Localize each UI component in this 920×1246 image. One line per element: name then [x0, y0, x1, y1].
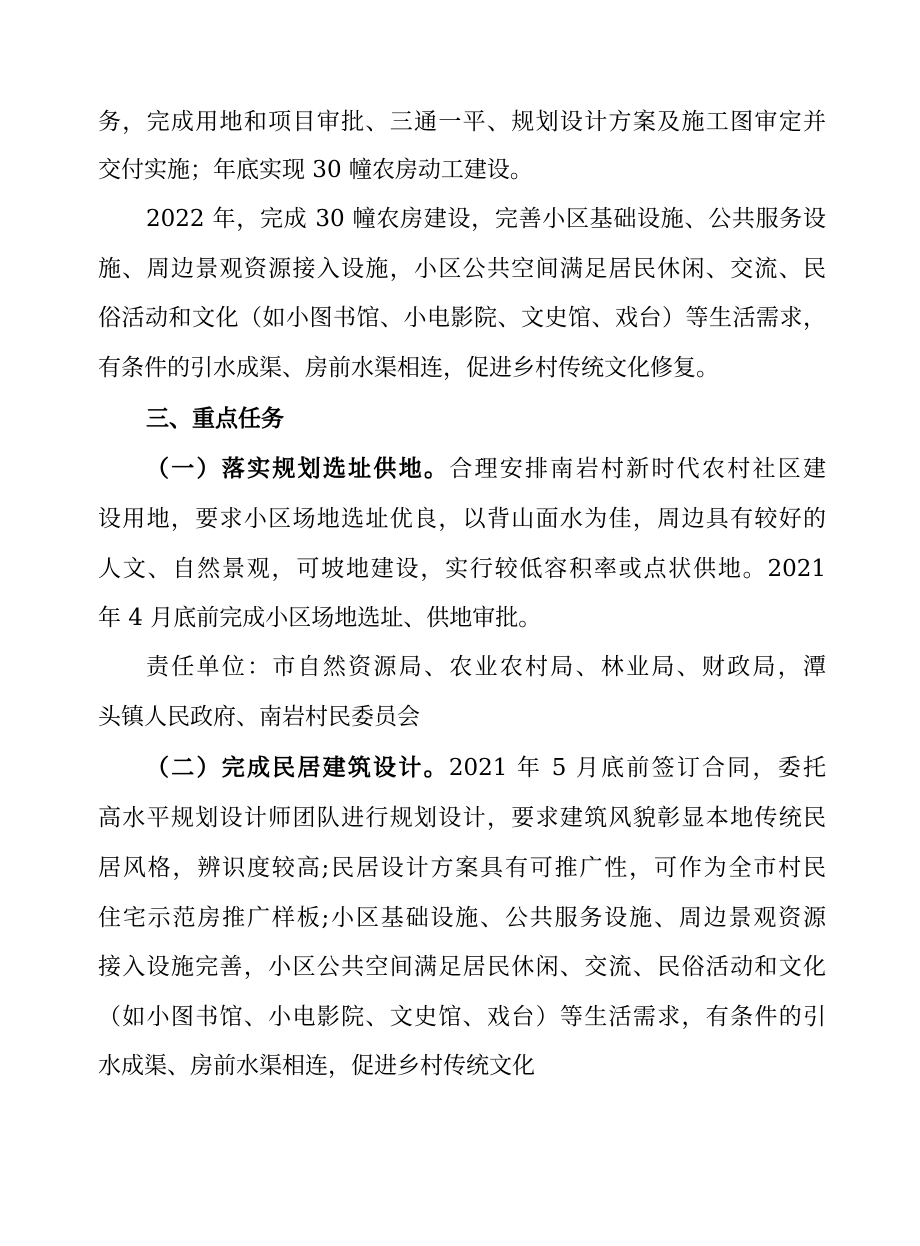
- paragraph-line: 居风格，辨识度较高;民居设计方案具有可推广性，可作为全市村民: [98, 855, 826, 881]
- section-heading: 三、重点任务: [146, 405, 284, 432]
- paragraph-line: 设用地，要求小区场地选址优良，以背山面水为佳，周边具有较好的: [98, 506, 826, 532]
- paragraph-line: 人文、自然景观，可坡地建设，实行较低容积率或点状供地。2021: [98, 556, 826, 582]
- paragraph-line: 2022 年，完成 30 幢农房建设，完善小区基础设施、公共服务设: [146, 206, 826, 232]
- paragraph-line: 交付实施；年底实现 30 幢农房动工建设。: [98, 157, 533, 183]
- item-title: （一）落实规划选址供地。: [146, 455, 450, 482]
- item-text: 2021 年 5 月底前签订合同，委托: [448, 755, 826, 781]
- paragraph-line: 年 4 月底前完成小区场地选址、供地审批。: [98, 605, 542, 631]
- paragraph-line: 有条件的引水成渠、房前水渠相连，促进乡村传统文化修复。: [98, 355, 719, 381]
- item-title: （二）完成民居建筑设计。: [146, 754, 449, 781]
- paragraph-line: 住宅示范房推广样板;小区基础设施、公共服务设施、周边景观资源: [98, 905, 826, 931]
- responsibility-line: 头镇人民政府、南岩村民委员会: [98, 704, 420, 730]
- paragraph-line: 务，完成用地和项目审批、三通一平、规划设计方案及施工图审定并: [98, 109, 826, 135]
- item-first-line: [146, 444, 826, 494]
- paragraph-line: 施、周边景观资源接入设施，小区公共空间满足居民休闲、交流、民: [98, 256, 826, 282]
- paragraph-line: 俗活动和文化（如小图书馆、小电影院、文史馆、戏台）等生活需求，: [98, 305, 826, 331]
- paragraph-line: 高水平规划设计师团队进行规划设计，要求建筑风貌彰显本地传统民: [98, 805, 826, 831]
- item-text: 合理安排南岩村新时代农村社区建: [449, 456, 827, 482]
- responsibility-line: 责任单位：市自然资源局、农业农村局、林业局、财政局，潭: [146, 654, 826, 680]
- paragraph-line: 接入设施完善，小区公共空间满足居民休闲、交流、民俗活动和文化: [98, 954, 826, 980]
- item-first-line: [146, 743, 826, 793]
- paragraph-line: （如小图书馆、小电影院、文史馆、戏台）等生活需求，有条件的引: [98, 1004, 826, 1030]
- paragraph-line: 水成渠、房前水渠相连，促进乡村传统文化: [98, 1053, 535, 1079]
